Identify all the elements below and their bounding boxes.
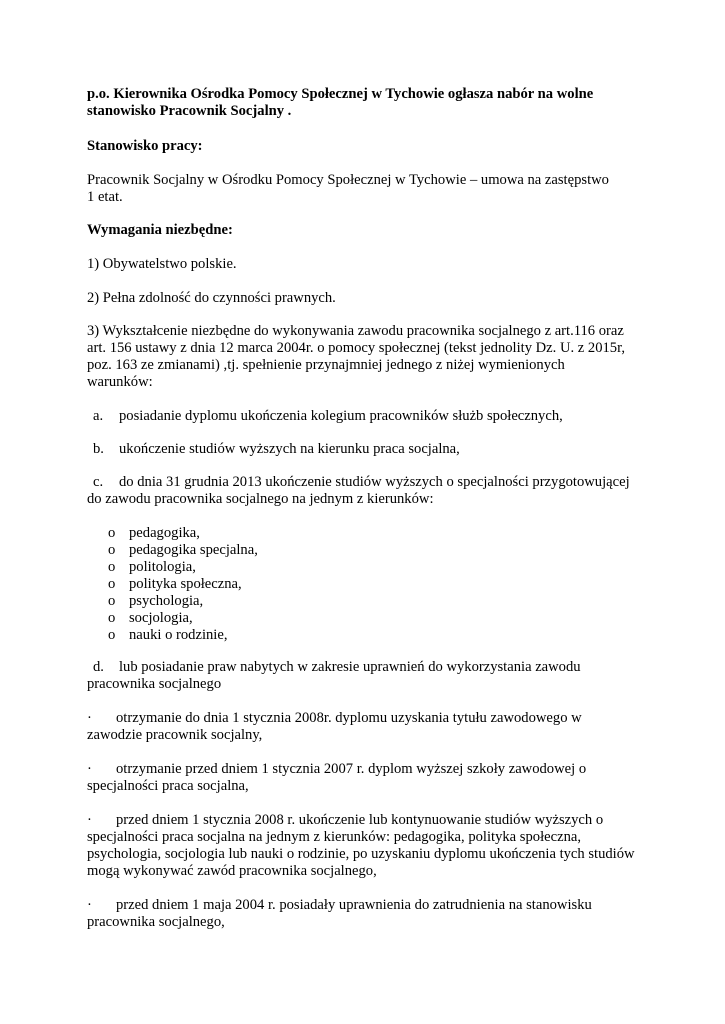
text-line: Pracownik Socjalny w Ośrodku Pomocy Społecznej w Tychowie – umowa na zastępstwo	[87, 172, 609, 188]
bullet-marker: o	[108, 576, 116, 592]
condition-text: pracownika socjalnego	[87, 676, 222, 692]
acquired-right-1: · otrzymanie do dnia 1 stycznia 2008r. dyplomu uzyskania tytułu zawodowego w zawodzie pracownik socjalny,	[87, 710, 582, 743]
text-line: art. 156 ustawy z dnia 12 marca 2004r. o pomocy społecznej (tekst jednolity Dz. U. z 2015r,	[87, 340, 626, 356]
list-item: o polityka społeczna,	[108, 576, 242, 592]
text-line: warunków:	[87, 374, 153, 390]
text-line: poz. 163 ze zmianami) ,tj. spełnienie przynajmniej jednego z niżej wymienionych	[87, 357, 565, 373]
bullet-marker: o	[108, 593, 116, 609]
announcement-title	[87, 86, 647, 120]
condition-c	[87, 474, 667, 508]
bullet-marker: o	[108, 610, 116, 626]
title-line: stanowisko Pracownik Socjalny .	[87, 103, 292, 119]
position-description	[87, 172, 647, 206]
bullet-marker: o	[108, 559, 116, 575]
fields-list	[108, 525, 258, 644]
bullet-marker: o	[108, 627, 116, 643]
bullet-marker: o	[108, 542, 116, 558]
list-item: o pedagogika,	[108, 525, 200, 541]
condition-b	[87, 441, 647, 458]
condition-text: posiadanie dyplomu ukończenia kolegium pracowników służb społecznych,	[119, 408, 563, 424]
dot-marker: ·	[87, 897, 92, 913]
requirement-1: 1) Obywatelstwo polskie.	[87, 256, 237, 272]
list-letter: b.	[93, 441, 104, 457]
requirement-2: 2) Pełna zdolność do czynności prawnych.	[87, 290, 336, 306]
condition-text: ukończenie studiów wyższych na kierunku praca socjalna,	[119, 441, 460, 457]
acquired-right-4: · przed dniem 1 maja 2004 r. posiadały uprawnienia do zatrudnienia na stanowisku pracownika socjalnego,	[87, 897, 592, 930]
acquired-right-2: · otrzymanie przed dniem 1 stycznia 2007 r. dyplom wyższej szkoły zawodowej o specjalności praca socjalna,	[87, 761, 587, 794]
condition-a	[87, 408, 647, 425]
condition-text: lub posiadanie praw nabytych w zakresie uprawnień do wykorzystania zawodu	[119, 659, 581, 675]
list-letter: c.	[93, 474, 104, 490]
requirements-heading: Wymagania niezbędne:	[87, 222, 233, 238]
list-letter: a.	[93, 408, 104, 424]
text-line: 1 etat.	[87, 189, 123, 205]
dot-marker: ·	[87, 761, 92, 777]
list-item: o socjologia,	[108, 610, 193, 626]
condition-text: do dnia 31 grudnia 2013 ukończenie studiów wyższych o specjalności przygotowującej	[119, 474, 630, 490]
list-letter: d.	[93, 659, 104, 675]
acquired-right-3: · przed dniem 1 stycznia 2008 r. ukończenie lub kontynuowanie studiów wyższych o specjalności praca socjalna na jednym z kierunków: pedagogika, polityka społeczna, psychologia, socjologia lub nauki o rodzinie, po uzyskaniu dyplomu ukończenia tych studiów mogą wykonywać zawód pracownika socjalnego,	[87, 812, 635, 879]
bullet-marker: o	[108, 525, 116, 541]
requirement-3	[87, 323, 647, 391]
condition-d	[87, 659, 647, 693]
list-item: o nauki o rodzinie,	[108, 627, 228, 643]
text-line: 3) Wykształcenie niezbędne do wykonywania zawodu pracownika socjalnego z art.116 oraz	[87, 323, 624, 339]
position-heading: Stanowisko pracy:	[87, 138, 203, 154]
title-line: p.o. Kierownika Ośrodka Pomocy Społecznej w Tychowie ogłasza nabór na wolne	[87, 86, 594, 102]
condition-text: do zawodu pracownika socjalnego na jednym z kierunków:	[87, 491, 434, 507]
list-item: o pedagogika specjalna,	[108, 542, 258, 558]
list-item: o politologia,	[108, 559, 196, 575]
dot-marker: ·	[87, 812, 92, 828]
dot-marker: ·	[87, 710, 92, 726]
list-item: o psychologia,	[108, 593, 204, 609]
